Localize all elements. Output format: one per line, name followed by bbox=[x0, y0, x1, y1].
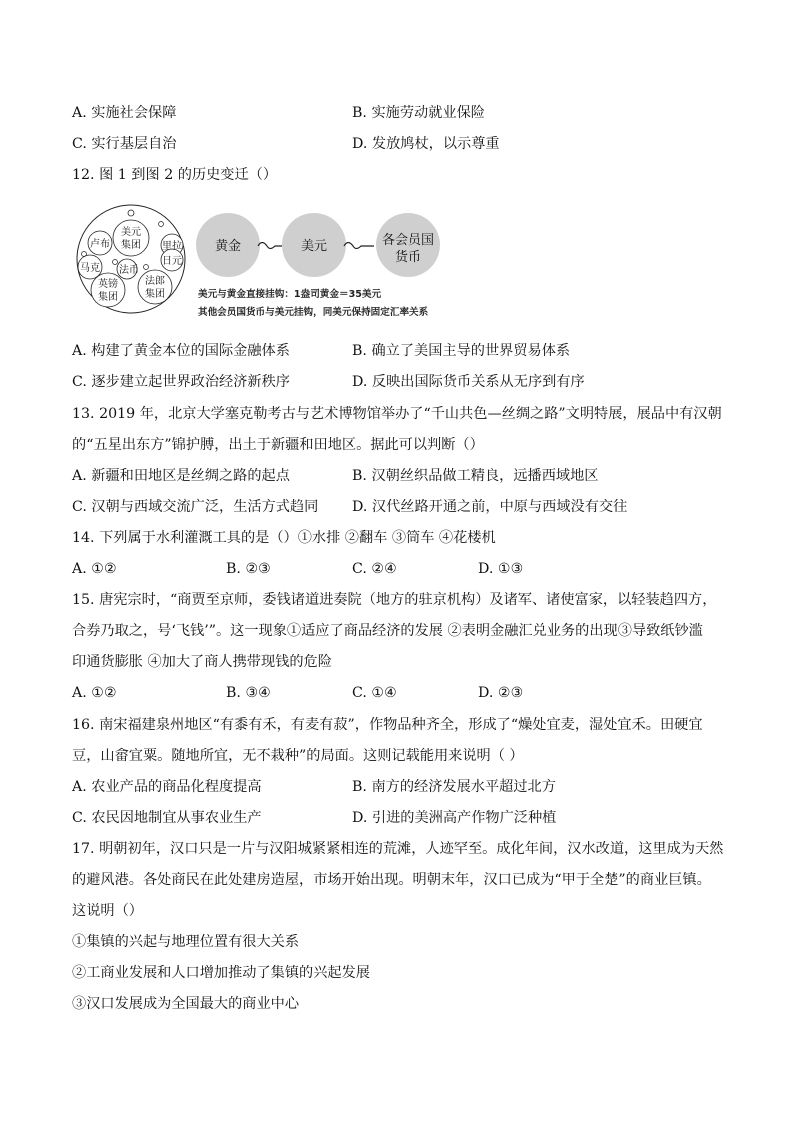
q15-stem-1: 15. 唐宪宗时，“商贾至京师，委钱诸道进奏院（地方的驻京机构）及诸军、诸使富家，以轻装趋四方， bbox=[72, 592, 717, 608]
figure-caption-1: 美元与黄金直接挂钩：1盎司黄金＝35美元 bbox=[198, 289, 382, 300]
q16-option-d: D. 引进的美洲高产作物广泛种植 bbox=[352, 810, 557, 826]
q17-stem-3: 这说明（） bbox=[72, 903, 143, 919]
q16-stem-1: 16. 南宋福建泉州地区“有黍有禾，有麦有菽”，作物品种齐全，形成了“燥处宜麦，湿处宜禾。田硬宜 bbox=[72, 717, 703, 733]
q16-stem-2: 豆，山畲宜粟。随地所宜，无不栽种”的局面。这则记载能用来说明（ ） bbox=[72, 748, 524, 764]
q15-stem-2: 合券乃取之，号‘飞钱’”。这一现象①适应了商品经济的发展 ②表明金融汇兑业务的出现③导致纸钞滥 bbox=[72, 623, 703, 639]
q14-option-a: A. ①② bbox=[72, 561, 117, 577]
link-usd-member bbox=[344, 243, 374, 249]
mark-label: 马克 bbox=[80, 263, 100, 274]
q16-option-c: C. 农民因地制宜从事农业生产 bbox=[72, 810, 262, 826]
gold-label: 黄金 bbox=[214, 239, 242, 254]
q14-option-b: B. ②③ bbox=[226, 561, 271, 577]
sterling-label-1: 英镑 bbox=[98, 279, 118, 290]
usd-bloc-label-2: 集团 bbox=[121, 240, 141, 251]
q15-option-b: B. ③④ bbox=[226, 685, 271, 701]
q13-option-b: B. 汉朝丝织品做工精良，远播西域地区 bbox=[352, 468, 599, 484]
q12-option-c: C. 逐步建立起世界政治经济新秩序 bbox=[72, 374, 290, 390]
q15-stem-3: 印通货膨胀 ④加大了商人携带现钱的危险 bbox=[72, 654, 332, 670]
q15-option-d: D. ②③ bbox=[478, 685, 524, 701]
ruble-label: 卢布 bbox=[90, 239, 110, 250]
q13-stem-2: 的“五星出东方”锦护膊，出土于新疆和田地区。据此可以判断（） bbox=[72, 437, 484, 453]
fabi-label: 法币 bbox=[119, 265, 139, 276]
q16-option-b: B. 南方的经济发展水平超过北方 bbox=[352, 779, 556, 795]
lira-label: 里拉 bbox=[162, 241, 182, 252]
yen-label: 日元 bbox=[162, 256, 182, 267]
sterling-label-2: 集团 bbox=[98, 292, 118, 303]
franc-label-2: 集团 bbox=[145, 289, 165, 300]
q14-stem: 14. 下列属于水利灌溉工具的是（）①水排 ②翻车 ③筒车 ④花楼机 bbox=[72, 530, 496, 546]
q13-stem-1: 13. 2019 年，北京大学塞克勒考古与艺术博物馆举办了“千山共色—丝绸之路”文明特展，展品中有汉朝 bbox=[72, 406, 722, 422]
figure-caption-2: 其他会员国货币与美元挂钩，同美元保持固定汇率关系 bbox=[198, 307, 429, 318]
q17-stem-2: 的避风港。各处商民在此处建房造屋，市场开始出现。明朝末年，汉口已成为“甲于全楚”的商业巨镇。 bbox=[72, 872, 711, 888]
q12-figure bbox=[72, 202, 472, 324]
link-gold-usd bbox=[258, 243, 282, 249]
q16-option-a: A. 农业产品的商品化程度提高 bbox=[72, 779, 262, 795]
q13-option-c: C. 汉朝与西域交流广泛，生活方式趋同 bbox=[72, 499, 319, 515]
usd-bloc-label-1: 美元 bbox=[121, 227, 141, 238]
q11-option-c: C. 实行基层自治 bbox=[72, 136, 177, 152]
q12-option-b: B. 确立了美国主导的世界贸易体系 bbox=[352, 343, 571, 359]
q14-option-c: C. ②④ bbox=[352, 561, 397, 577]
member-label-2: 货币 bbox=[394, 250, 422, 265]
q17-item-3: ③汉口发展成为全国最大的商业中心 bbox=[72, 996, 300, 1012]
q17-item-1: ①集镇的兴起与地理位置有很大关系 bbox=[72, 934, 300, 950]
q15-option-c: C. ①④ bbox=[352, 685, 397, 701]
q13-option-a: A. 新疆和田地区是丝绸之路的起点 bbox=[72, 468, 290, 484]
q11-option-a: A. 实施社会保障 bbox=[72, 105, 177, 121]
q13-option-d: D. 汉代丝路开通之前，中原与西域没有交往 bbox=[352, 499, 628, 515]
q11-option-b: B. 实施劳动就业保险 bbox=[352, 105, 485, 121]
q17-item-2: ②工商业发展和人口增加推动了集镇的兴起发展 bbox=[72, 965, 370, 981]
q12-option-a: A. 构建了黄金本位的国际金融体系 bbox=[72, 343, 290, 359]
q12-option-d: D. 反映出国际货币关系从无序到有序 bbox=[352, 374, 585, 390]
q12-stem: 12. 图 1 到图 2 的历史变迁（） bbox=[72, 167, 278, 183]
member-label-1: 各会员国 bbox=[381, 233, 435, 248]
q14-option-d: D. ①③ bbox=[478, 561, 524, 577]
q15-option-a: A. ①② bbox=[72, 685, 117, 701]
usd-label: 美元 bbox=[300, 239, 328, 254]
q17-stem-1: 17. 明朝初年，汉口只是一片与汉阳城紧紧相连的荒滩，人迹罕至。成化年间，汉水改道，这里成为天然 bbox=[72, 841, 724, 857]
q11-option-d: D. 发放鸠杖，以示尊重 bbox=[352, 136, 500, 152]
franc-label-1: 法郎 bbox=[145, 276, 165, 287]
